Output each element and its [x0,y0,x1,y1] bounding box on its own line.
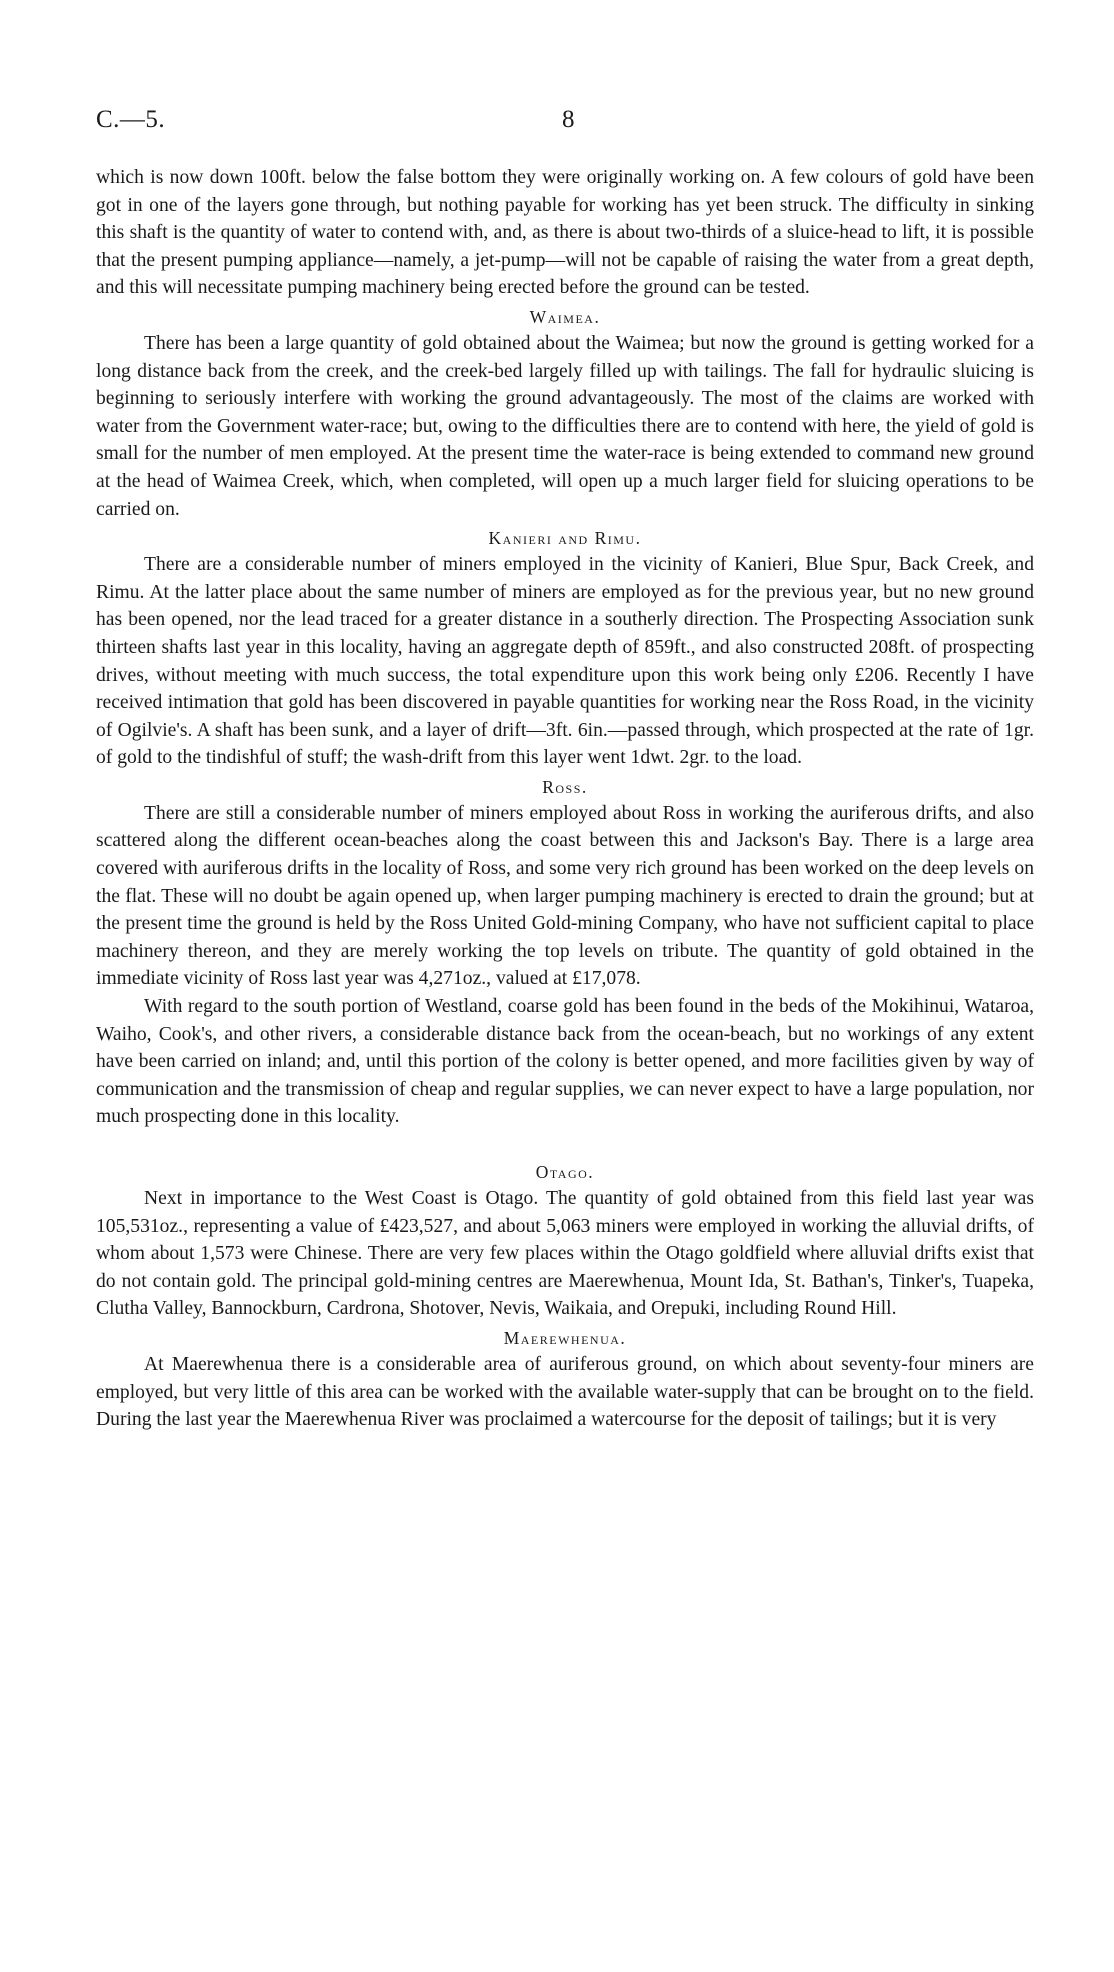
paragraph-waimea: There has been a large quantity of gold obtained about the Waimea; but now the ground is getting worked for a long distance back from the creek, and the creek-bed largely filled up with tailings. The fall for hydraulic sluicing is beginning to seriously interfere with working the ground advantageously. The most of the claims are worked with water from the Government water-race; but, owing to the difficulties there are to contend with here, the yield of gold is small for the number of men employed. At the present time the water-race is being extended to command new ground at the head of Waimea Creek, which, when completed, will open up a much larger field for sluicing operations to be carried on. [96,332,1034,520]
page-header [96,106,1026,140]
page-number: 8 [562,106,575,133]
paragraph-shaft-continuation: which is now down 100ft. below the false bottom they were originally working on. A few colours of gold have been got in one of the layers gone through, but nothing payable for working has yet been struck. The difficulty in sinking this shaft is the quantity of water to contend with, and, as there is about two-thirds of a sluice-head to lift, it is possible that the present pumping appliance—namely, a jet-pump—will not be capable of raising the water from a great depth, and this will necessitate pumping machinery being erected before the ground can be tested. [96,167,1034,299]
heading-kanieri-and-rimu: Kanieri and Rimu. [488,528,642,549]
paragraph-kanieri-and-rimu: There are a considerable number of miners employed in the vicinity of Kanieri, Blue Spur, Back Creek, and Rimu. At the latter place about the same number of miners are employed as for the previous year, but no new ground has been opened, nor the lead traced for a greater distance in a southerly direction. The Prospecting Association sunk thirteen shafts last year in this locality, having an aggregate depth of 859ft., and also constructed 208ft. of prospecting drives, without meeting with much success, the total expenditure upon this work being only £206. Recently I have received intimation that gold has been discovered in payable quantities for working near the Ross Road, in the vicinity of Ogilvie's. A shaft has been sunk, and a layer of drift—3ft. 6in.—passed through, which prospected at the rate of 1gr. of gold to the tindishful of stuff; the wash-drift from this layer went 1dwt. 2gr. to the load. [96,554,1034,769]
heading-waimea: Waimea. [529,306,601,327]
body-text [96,164,1034,1434]
paragraph-otago: Next in importance to the West Coast is Otago. The quantity of gold obtained from this field last year was 105,531oz., representing a value of £423,527, and about 5,063 miners were employed in working the alluvial drifts, of whom about 1,573 were Chinese. There are very few places within the Otago goldfield where alluvial drifts exist that do not contain gold. The principal gold-mining centres are Maerewhenua, Mount Ida, St. Bathan's, Tinker's, Tuapeka, Clutha Valley, Bannockburn, Cardrona, Shotover, Nevis, Waikaia, and Orepuki, including Round Hill. [96,1188,1034,1320]
heading-ross: Ross. [542,776,588,797]
paragraph-maerewhenua: At Maerewhenua there is a considerable area of auriferous ground, on which about seventy-four miners are employed, but very little of this area can be worked with the available water-supply that can be brought on to the field. During the last year the Maerewhenua River was proclaimed a watercourse for the deposit of tailings; but it is very [96,1353,1034,1431]
paragraph-south-westland: With regard to the south portion of Westland, coarse gold has been found in the beds of the Mokihinui, Wataroa, Waiho, Cook's, and other rivers, a considerable distance back from the ocean-beach, but no workings of any extent have been carried on inland; and, until this portion of the colony is better opened, and more facilities given by way of communication and the transmission of cheap and regular supplies, we can never expect to have a large population, nor much prospecting done in this locality. [96,996,1034,1128]
heading-otago: Otago. [535,1162,595,1182]
document-reference: C.—5. [96,106,166,133]
heading-maerewhenua: Maerewhenua. [503,1327,627,1348]
paragraph-ross: There are still a considerable number of miners employed about Ross in working the auriferous drifts, and also scattered along the different ocean-beaches along the coast between this and Jackson's Bay. There is a large area covered with auriferous drifts in the locality of Ross, and some very rich ground has been worked on the deep levels on the flat. These will no doubt be again opened up, when larger pumping machinery is erected to drain the ground; but at the present time the ground is held by the Ross United Gold-mining Company, who have not sufficient capital to place machinery thereon, and they are merely working the top levels on tribute. The quantity of gold obtained in the immediate vicinity of Ross last year was 4,271oz., valued at £17,078. [96,802,1034,990]
